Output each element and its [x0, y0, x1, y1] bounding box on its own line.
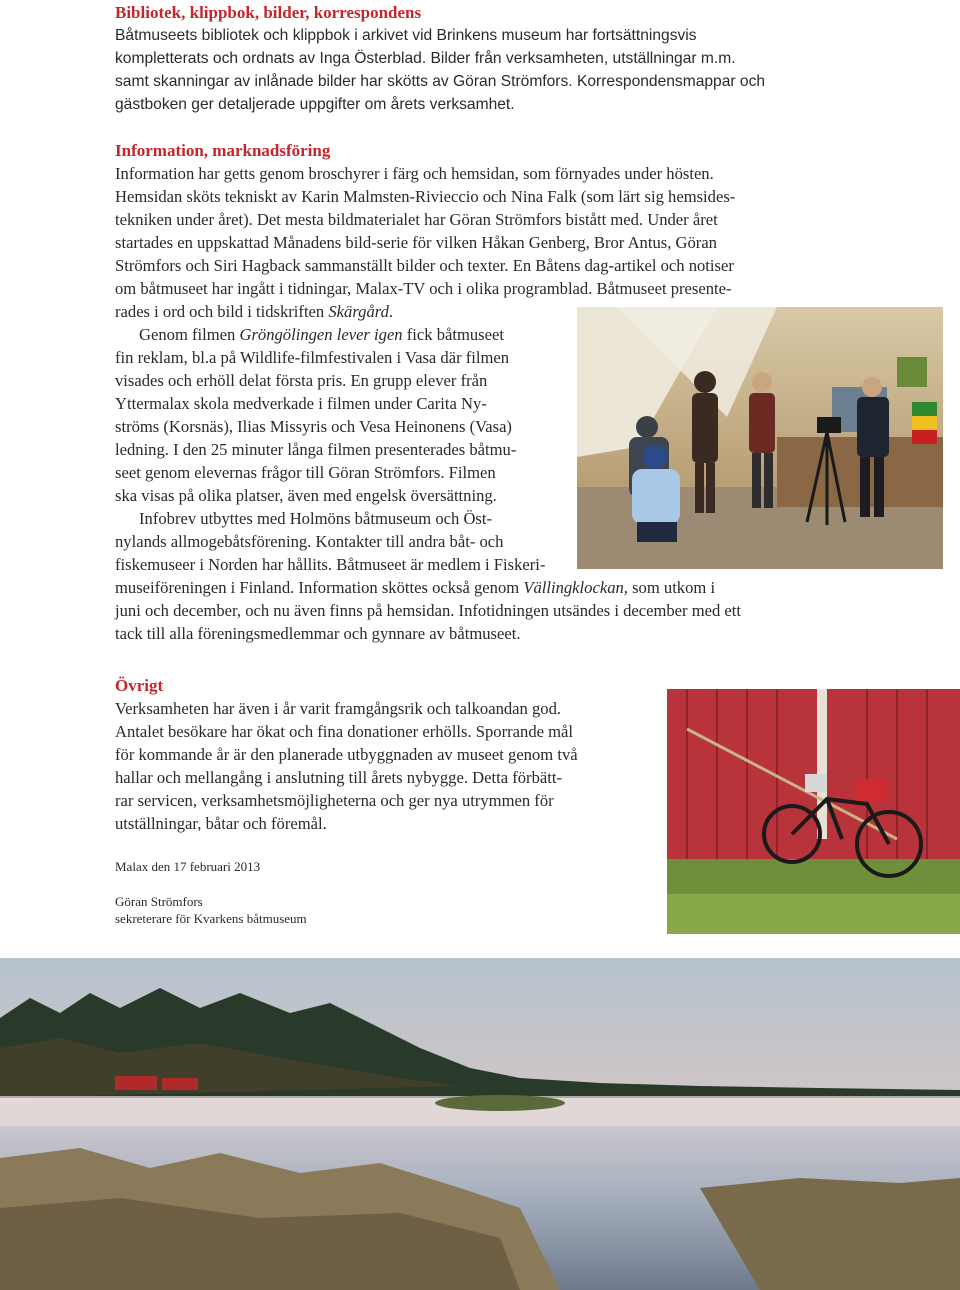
- paragraph-line: Infobrev utbyttes med Holmöns båtmuseum och Öst-: [139, 509, 493, 528]
- film-interview-photo: [577, 307, 943, 569]
- section-heading-bibliotek: Bibliotek, klippbok, bilder, korrespondens: [115, 3, 422, 22]
- paragraph-line: Strömfors och Siri Hagback sammanställt bilder och texter. En Båtens dag-artikel och notiser: [115, 256, 734, 275]
- section-heading-ovrigt: Övrigt: [115, 676, 164, 695]
- film-title: Gröngölingen lever igen: [239, 325, 403, 344]
- magazine-title: Skärgård: [328, 302, 389, 321]
- paragraph-line: tack till alla föreningsmedlemmar och gynnare av båtmuseet.: [115, 624, 521, 643]
- place-date: Malax den 17 februari 2013: [115, 859, 261, 874]
- paragraph-line: Båtmuseets bibliotek och klippbok i arkivet vid Brinkens museum har fortsättningsvis: [115, 27, 697, 44]
- text-run: som utkom i: [627, 578, 716, 597]
- signer-name: Göran Strömfors: [115, 894, 203, 909]
- section-ovrigt: [115, 675, 675, 835]
- paragraph-line: tekniken under året). Det mesta bildmaterialet har Göran Strömfors bistått med. Under året: [115, 210, 718, 229]
- paragraph-line: fiskemuseer i Norden har hållits. Båtmuseet är medlem i Fiskeri-: [115, 555, 546, 574]
- text-run: .: [388, 302, 394, 321]
- paragraph-line: startades en uppskattad Månadens bild-serie för vilken Håkan Genberg, Bror Antus, Göran: [115, 233, 717, 252]
- paragraph-line: Verksamheten har även i år varit framgångsrik och talkoandan god.: [115, 699, 562, 718]
- paragraph-line: rar servicen, verksamhetsmöjligheterna och ger nya utrymmen för: [115, 791, 554, 810]
- paragraph-line: Antalet besökare har ökat och fina donationer erhölls. Sporrande mål: [115, 722, 574, 741]
- paragraph-line: samt skanningar av inlånade bilder har skötts av Göran Strömfors. Korrespondensmappar och: [115, 73, 766, 90]
- paragraph-line: Hemsidan sköts tekniskt av Karin Malmsten-Rivieccio och Nina Falk (som lärt sig hemsides-: [115, 187, 736, 206]
- lake-landscape-photo: [0, 958, 960, 1290]
- text-run: Genom filmen: [139, 325, 240, 344]
- text-run: rades i ord och bild i tidskriften: [115, 302, 329, 321]
- paragraph-line: visades och erhöll delat första pris. En grupp elever från: [115, 371, 488, 390]
- text-run: museiföreningen i Finland. Information sköttes också genom: [115, 578, 524, 597]
- paragraph-line: Yttermalax skola medverkade i filmen under Carita Ny-: [115, 394, 487, 413]
- text-run: fick båtmuseet: [402, 325, 504, 344]
- paragraph-line: om båtmuseet har ingått i tidningar, Malax-TV och i olika programblad. Båtmuseet presente-: [115, 279, 732, 298]
- signer-title: sekreterare för Kvarkens båtmuseum: [115, 911, 307, 926]
- paragraph-line: gästboken ger detaljerade uppgifter om årets verksamhet.: [115, 96, 515, 113]
- bicycle-red-building-photo: [667, 689, 960, 934]
- signature-block: [115, 858, 307, 927]
- paragraph-line: kompletterats och ordnats av Inga Österblad. Bilder från verksamheten, utställningar m.m.: [115, 50, 736, 67]
- paragraph-line: utställningar, båtar och föremål.: [115, 814, 327, 833]
- section-bibliotek: [115, 2, 945, 116]
- paragraph-line: [115, 576, 955, 599]
- paragraph-line: ska visas på olika platser, även med engelsk översättning.: [115, 486, 497, 505]
- paragraph-line: fin reklam, bl.a på Wildlife-filmfestivalen i Vasa där filmen: [115, 348, 510, 367]
- paragraph-line: nylands allmogebåtsförening. Kontakter till andra båt- och: [115, 532, 504, 551]
- paragraph-line: juni och december, och nu även finns på hemsidan. Infotidningen utsändes i december med ett: [115, 601, 742, 620]
- section-heading-information: Information, marknadsföring: [115, 141, 331, 160]
- paragraph-line: hallar och mellangång i anslutning till årets nybygge. Detta förbätt-: [115, 768, 562, 787]
- paragraph-line: seet genom elevernas frågor till Göran Strömfors. Filmen: [115, 463, 496, 482]
- newsletter-title: Vällingklockan,: [523, 578, 628, 597]
- paragraph-line: Information har getts genom broschyrer i färg och hemsidan, som förnyades under hösten.: [115, 164, 714, 183]
- paragraph-line: ströms (Korsnäs), Ilias Missyris och Vesa Heinonens (Vasa): [115, 417, 512, 436]
- paragraph-line: ledning. I den 25 minuter långa filmen presenterades båtmu-: [115, 440, 517, 459]
- paragraph-line: för kommande år är den planerade utbyggnaden av museet genom två: [115, 745, 578, 764]
